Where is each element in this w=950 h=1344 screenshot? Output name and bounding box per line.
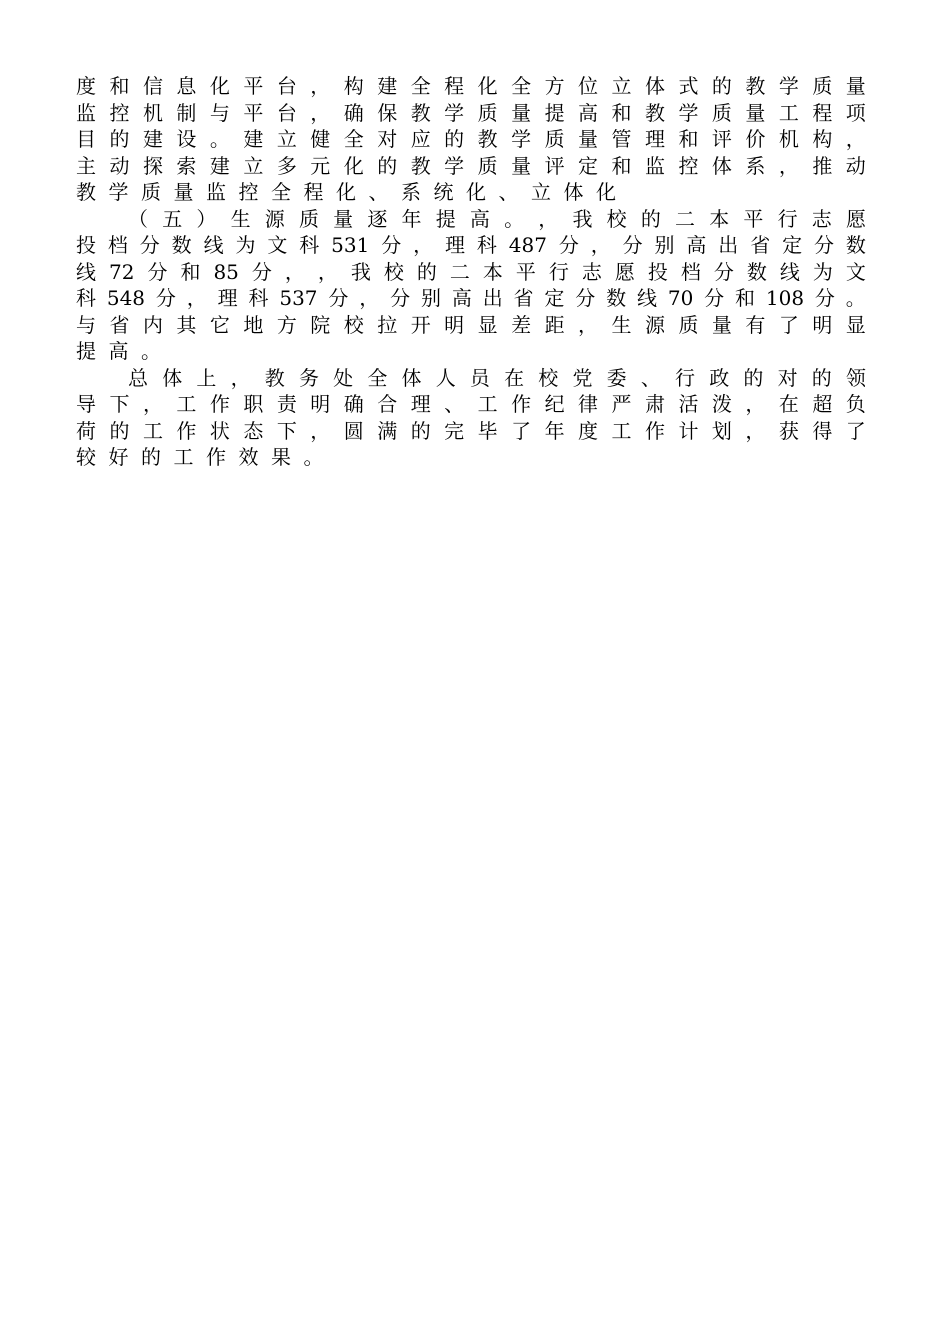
body-text [76, 73, 866, 471]
text-line: （ 五 ） 生 源 质 量 逐 年 提 高 。 ， 我 校 的 二 本 平 行 志 愿 [128, 206, 866, 231]
text-line: 提 高 。 [76, 339, 161, 363]
text-line: 教 学 质 量 监 控 全 程 化 、 系 统 化 、 立 体 化 [76, 180, 616, 204]
text-line: 投 档 分 数 线 为 文 科 531 分 ， 理 科 487 分 ， 分 别 高 出 省 定 分 数 [76, 233, 866, 257]
text-line: 导 下 ， 工 作 职 责 明 确 合 理 、 工 作 纪 律 严 肃 活 泼 ， 在 超 负 [76, 392, 866, 416]
text-line: 监 控 机 制 与 平 台 ， 确 保 教 学 质 量 提 高 和 教 学 质 量 工 程 项 [76, 100, 866, 125]
text-line: 主 动 探 索 建 立 多 元 化 的 教 学 质 量 评 定 和 监 控 体 系 ， 推 动 [76, 153, 866, 178]
text-line: 较 好 的 工 作 效 果 。 [76, 445, 324, 469]
text-line: 总 体 上 ， 教 务 处 全 体 人 员 在 校 党 委 、 行 政 的 对 的 领 [128, 365, 866, 390]
text-line: 目 的 建 设 。 建 立 健 全 对 应 的 教 学 质 量 管 理 和 评 价 机 构 ， [76, 127, 866, 151]
text-line: 线 72 分 和 85 分 ， ， 我 校 的 二 本 平 行 志 愿 投 档 分 数 线 为 文 [76, 259, 866, 284]
text-line: 度 和 信 息 化 平 台 ， 构 建 全 程 化 全 方 位 立 体 式 的 教 学 质 量 [76, 74, 866, 98]
text-line: 荷 的 工 作 状 态 下 ， 圆 满 的 完 毕 了 年 度 工 作 计 划 ， 获 得 了 [76, 418, 866, 443]
text-line: 科 548 分 ， 理 科 537 分 ， 分 别 高 出 省 定 分 数 线 70 分 和 108 分 。 [76, 286, 866, 310]
text-line: 与 省 内 其 它 地 方 院 校 拉 开 明 显 差 距 ， 生 源 质 量 有 了 明 显 [76, 312, 866, 337]
